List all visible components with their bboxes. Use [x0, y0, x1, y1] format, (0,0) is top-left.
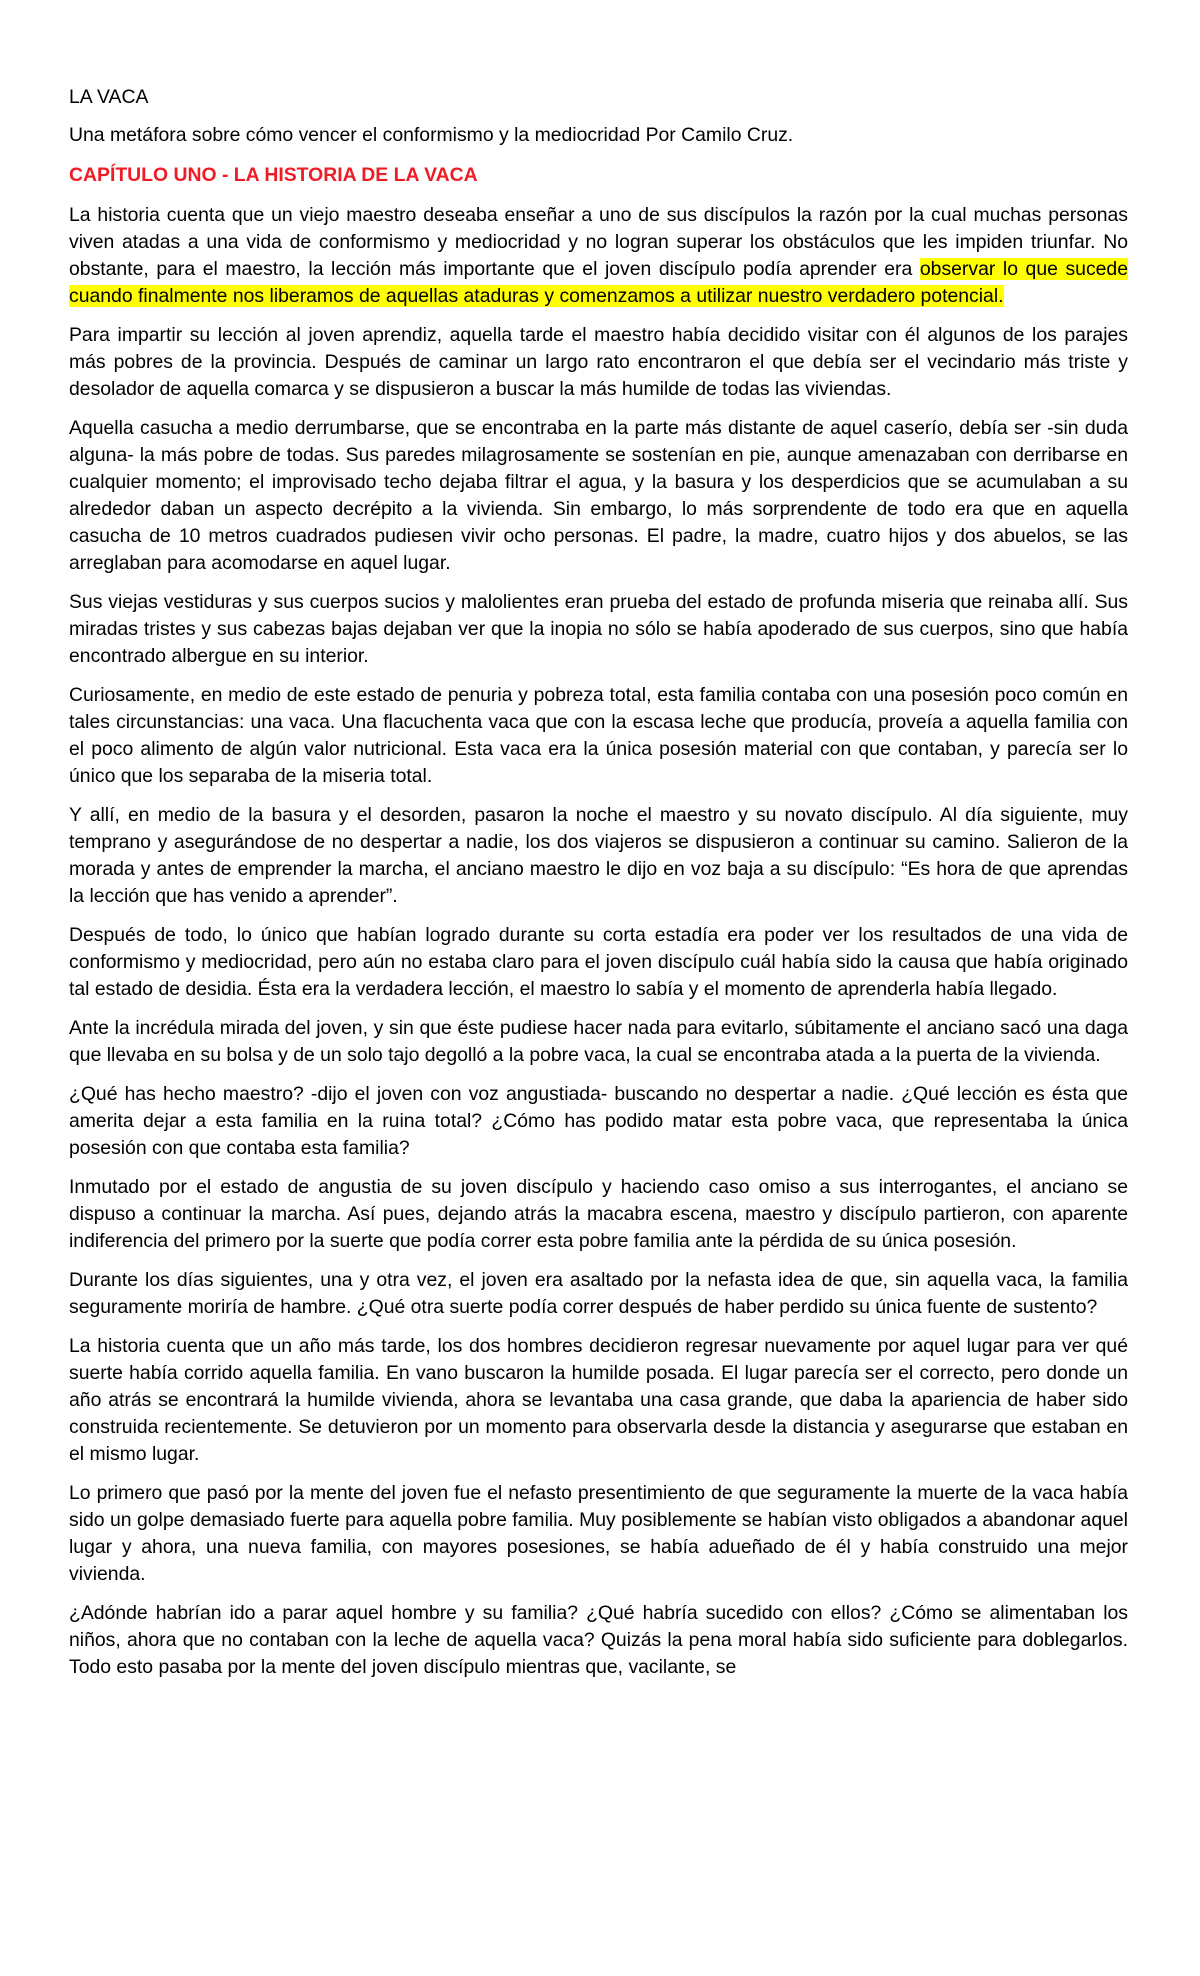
document-title: LA VACA	[69, 86, 149, 108]
paragraph: Para impartir su lección al joven aprendiz, aquella tarde el maestro había decidido visitar con él algunos de los parajes más pobres de la provincia. Después de caminar un largo rato encontraron el que debía ser el vecindario más triste y desolador de aquella comarca y se dispusieron a buscar la más humilde de todas las viviendas.	[69, 324, 1128, 400]
paragraph: Aquella casucha a medio derrumbarse, que se encontraba en la parte más distante de aquel caserío, debía ser -sin duda alguna- la más pobre de todas. Sus paredes milagrosamente se sostenían en pie, aunque amenazaban con derribarse en cualquier momento; el improvisado techo dejaba filtrar el agua, y la basura y los desperdicios que se acumulaban a su alrededor daban un aspecto decrépito a la vivienda. Sin embargo, lo más sorprendente de todo era que en aquella casucha de 10 metros cuadrados pudiesen vivir ocho personas. El padre, la madre, cuatro hijos y dos abuelos, se las arreglaban para acomodarse en aquel lugar.	[69, 417, 1128, 574]
paragraph: Durante los días siguientes, una y otra vez, el joven era asaltado por la nefasta idea de que, sin aquella vaca, la familia seguramente moriría de hambre. ¿Qué otra suerte podía correr después de haber perdido su única fuente de sustento?	[69, 1269, 1128, 1318]
paragraph: Y allí, en medio de la basura y el desorden, pasaron la noche el maestro y su novato discípulo. Al día siguiente, muy temprano y asegurándose de no despertar a nadie, los dos viajeros se dispusieron a continuar su camino. Salieron de la morada y antes de emprender la marcha, el anciano maestro le dijo en voz baja a su discípulo: “Es hora de que aprendas la lección que has venido a aprender”.	[69, 804, 1128, 907]
paragraph: Después de todo, lo único que habían logrado durante su corta estadía era poder ver los resultados de una vida de conformismo y mediocridad, pero aún no estaba claro para el joven discípulo cuál había sido la causa que había originado tal estado de desidia. Ésta era la verdadera lección, el maestro lo sabía y el momento de aprenderla había llegado.	[69, 924, 1128, 1000]
paragraph	[69, 202, 1128, 310]
paragraph: Curiosamente, en medio de este estado de penuria y pobreza total, esta familia contaba con una posesión poco común en tales circunstancias: una vaca. Una flacuchenta vaca que con la escasa leche que producía, proveía a aquella familia con el poco alimento de algún valor nutricional. Esta vaca era la única posesión material con que contaban, y parecía ser lo único que los separaba de la miseria total.	[69, 684, 1128, 787]
highlighted-text: observar lo que sucede cuando finalmente nos liberamos de aquellas ataduras y comenzamos a utilizar nuestro verdadero potencial.	[69, 258, 1129, 307]
document-subtitle: Una metáfora sobre cómo vencer el conformismo y la mediocridad Por Camilo Cruz.	[69, 124, 794, 146]
paragraph-text: La historia cuenta que un viejo maestro deseaba enseñar a uno de sus discípulos la razón por la cual muchas personas viven atadas a una vida de conformismo y mediocridad y no logran superar los obstáculos que les impiden triunfar. No obstante, para el maestro, la lección más importante que el joven discípulo podía aprender era	[69, 204, 1128, 280]
paragraph: Inmutado por el estado de angustia de su joven discípulo y haciendo caso omiso a sus interrogantes, el anciano se dispuso a continuar la marcha. Así pues, dejando atrás la macabra escena, maestro y discípulo partieron, con aparente indiferencia del primero por la suerte que podía correr esta pobre familia ante la pérdida de su única posesión.	[69, 1176, 1128, 1252]
paragraph: Lo primero que pasó por la mente del joven fue el nefasto presentimiento de que seguramente la muerte de la vaca había sido un golpe demasiado fuerte para aquella pobre familia. Muy posiblemente se habían visto obligados a abandonar aquel lugar y ahora, una nueva familia, con mayores posesiones, se había adueñado de él y había construido una mejor vivienda.	[69, 1482, 1128, 1585]
paragraph: ¿Adónde habrían ido a parar aquel hombre y su familia? ¿Qué habría sucedido con ellos? ¿Cómo se alimentaban los niños, ahora que no contaban con la leche de aquella vaca? Quizás la pena moral había sido suficiente para doblegarlos. Todo esto pasaba por la mente del joven discípulo mientras que, vacilante, se	[69, 1602, 1128, 1678]
paragraph: Ante la incrédula mirada del joven, y sin que éste pudiese hacer nada para evitarlo, súbitamente el anciano sacó una daga que llevaba en su bolsa y de un solo tajo degolló a la pobre vaca, la cual se encontraba atada a la puerta de la vivienda.	[69, 1017, 1128, 1066]
chapter-heading: CAPÍTULO UNO - LA HISTORIA DE LA VACA	[69, 164, 478, 186]
paragraph: Sus viejas vestiduras y sus cuerpos sucios y malolientes eran prueba del estado de profunda miseria que reinaba allí. Sus miradas tristes y sus cabezas bajas dejaban ver que la inopia no sólo se había apoderado de sus cuerpos, sino que había encontrado albergue en su interior.	[69, 591, 1128, 667]
paragraph: ¿Qué has hecho maestro? -dijo el joven con voz angustiada- buscando no despertar a nadie. ¿Qué lección es ésta que amerita dejar a esta familia en la ruina total? ¿Cómo has podido matar esta pobre vaca, que representaba la única posesión con que contaba esta familia?	[69, 1083, 1128, 1159]
paragraph: La historia cuenta que un año más tarde, los dos hombres decidieron regresar nuevamente por aquel lugar para ver qué suerte había corrido aquella familia. En vano buscaron la humilde posada. El lugar parecía ser el correcto, pero donde un año atrás se encontrará la humilde vivienda, ahora se levantaba una casa grande, que daba la apariencia de haber sido construida recientemente. Se detuvieron por un momento para observarla desde la distancia y asegurarse que estaban en el mismo lugar.	[69, 1335, 1128, 1465]
